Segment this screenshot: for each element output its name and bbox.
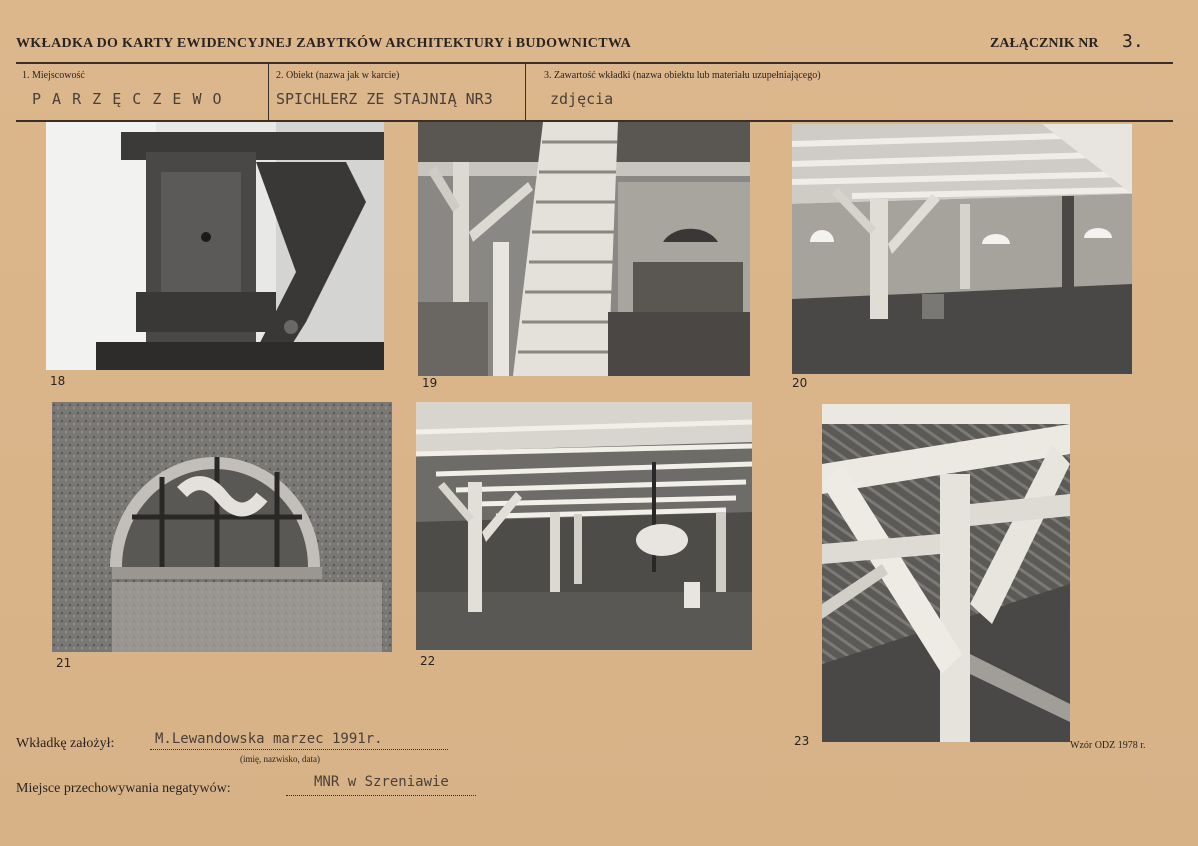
- negatives-dotted-line: [286, 794, 476, 796]
- photo-23: [822, 404, 1070, 742]
- field-object-label: 2. Obiekt (nazwa jak w karcie): [276, 70, 400, 81]
- field-divider-2: [525, 64, 526, 120]
- negatives-label: Miejsce przechowywania negatywów:: [16, 781, 231, 796]
- header-rule: [16, 62, 1173, 64]
- author-label: Wkładkę założył:: [16, 736, 115, 751]
- attachment-label: ZAŁĄCZNIK NR: [990, 36, 1099, 51]
- photo-21-number: 21: [56, 656, 72, 670]
- photo-21: [52, 402, 392, 652]
- photo-20-number: 20: [792, 376, 808, 390]
- field-locality-value: P A R Z Ę C Z E W O: [32, 90, 223, 108]
- photo-23-number: 23: [794, 734, 810, 748]
- author-dotted-line: [150, 748, 448, 750]
- author-value: M.Lewandowska marzec 1991r.: [155, 731, 383, 747]
- field-locality-label: 1. Miejscowość: [22, 70, 85, 81]
- field-contents-value: zdjęcia: [550, 90, 614, 108]
- field-divider-1: [268, 64, 269, 120]
- attachment-number: 3.: [1122, 31, 1144, 52]
- photo-19-number: 19: [422, 376, 438, 390]
- photo-20: [792, 124, 1132, 374]
- field-object-value: SPICHLERZ ZE STAJNIĄ NR3: [276, 90, 493, 108]
- photo-18-number: 18: [50, 374, 66, 388]
- photo-19: [418, 122, 750, 376]
- template-mark: Wzór ODZ 1978 r.: [1070, 740, 1146, 751]
- photo-22: [416, 402, 752, 650]
- sheet-title: WKŁADKA DO KARTY EWIDENCYJNEJ ZABYTKÓW ARCHITEKTURY i BUDOWNICTWA: [16, 36, 632, 51]
- author-caption: (imię, nazwisko, data): [240, 754, 320, 764]
- negatives-value: MNR w Szreniawie: [314, 774, 449, 790]
- photo-22-number: 22: [420, 654, 436, 668]
- field-contents-label: 3. Zawartość wkładki (nazwa obiektu lub materiału uzupełniającego): [544, 70, 821, 81]
- photo-18: [46, 122, 384, 370]
